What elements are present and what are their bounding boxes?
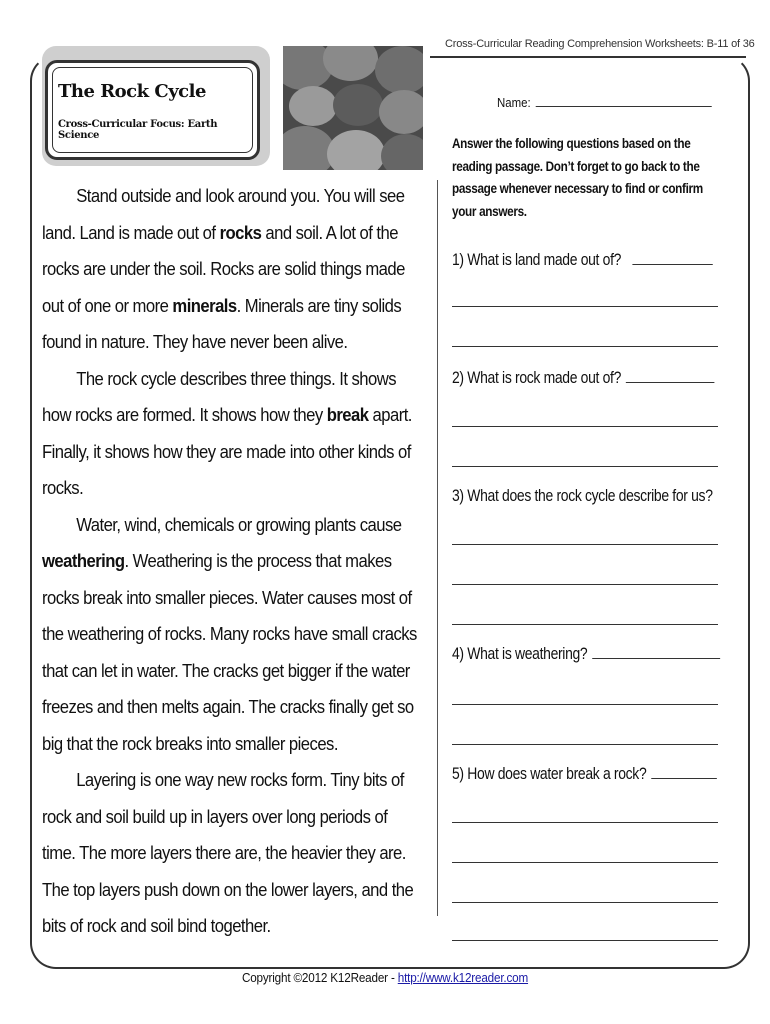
question-4 — [452, 644, 720, 664]
answer-line[interactable] — [452, 704, 718, 705]
title-card — [45, 60, 260, 160]
passage-text: . Weathering is the process that makes rocks break into smaller pieces. Water causes most of the weathering of rocks. Many rocks have small cracks that can let in water. The cracks get bigger if the water freezes and then melts again. The cracks finally get so big that the rock breaks into smaller pieces. — [42, 550, 417, 754]
passage-text: Layering is one way new rocks form. Tiny bits of rock and soil build up in layers over long periods of time. The more layers there are, the heavier they are. The top layers push down on the lower layers, and the bits of rock and soil bind together. — [42, 769, 414, 936]
instructions: Answer the following questions based on the reading passage. Don’t forget to go back to the passage whenever necessary to find or confirm your answers. — [452, 135, 703, 219]
question-2-text: 2) What is rock made out of? — [452, 368, 622, 387]
passage-text: apart. Finally, it shows how they are made into other kinds of rocks. — [42, 404, 412, 498]
answer-line[interactable] — [452, 862, 718, 863]
passage-paragraph — [42, 762, 422, 945]
passage-paragraph — [42, 361, 422, 507]
column-divider — [437, 180, 438, 916]
answer-line[interactable] — [452, 940, 718, 941]
vocabulary-term: weathering — [42, 550, 125, 571]
answer-line[interactable] — [452, 466, 718, 467]
passage-paragraph — [42, 178, 422, 361]
question-5-blank[interactable] — [652, 764, 718, 779]
top-rule — [430, 56, 746, 58]
answer-line[interactable] — [452, 306, 718, 307]
worksheet-title: The Rock Cycle — [58, 81, 206, 102]
answer-line[interactable] — [452, 584, 718, 585]
question-3 — [452, 486, 713, 506]
passage-text: Stand outside and look around you. You will see land. Land is made out of — [42, 185, 405, 243]
vocabulary-term: minerals — [172, 294, 237, 316]
name-label: Name: — [497, 95, 531, 110]
question-3-text: 3) What does the rock cycle describe for us? — [452, 486, 713, 505]
answer-line[interactable] — [452, 822, 718, 823]
question-1-text: 1) What is land made out of? — [452, 250, 622, 269]
copyright-text: Copyright ©2012 K12Reader - — [241, 970, 398, 985]
question-2 — [452, 368, 715, 388]
passage-text: and soil. A lot of the rocks are under the soil. Rocks are solid things made out of one or more — [42, 221, 405, 316]
question-1 — [452, 250, 713, 270]
answer-line[interactable] — [452, 744, 718, 745]
passage-text: Water, wind, chemicals or growing plants cause — [76, 513, 402, 535]
question-2-blank[interactable] — [626, 368, 715, 383]
vocabulary-term: break — [326, 404, 369, 425]
vocabulary-term: rocks — [219, 221, 262, 243]
name-field[interactable] — [497, 95, 712, 110]
answer-line[interactable] — [452, 544, 718, 545]
answer-line[interactable] — [452, 624, 718, 625]
footer — [39, 970, 732, 985]
question-5 — [452, 764, 717, 784]
passage-paragraph — [42, 507, 422, 763]
answer-line[interactable] — [452, 346, 718, 347]
question-1-blank[interactable] — [633, 250, 713, 265]
passage-text: The rock cycle describes three things. It shows how rocks are formed. It shows how they — [42, 367, 396, 425]
website-link[interactable]: http://www.k12reader.com — [397, 970, 529, 985]
answer-line[interactable] — [452, 902, 718, 903]
answer-line[interactable] — [452, 426, 718, 427]
passage-text: . Minerals are tiny solids found in nature. They have never been alive. — [42, 294, 402, 352]
name-blank[interactable] — [536, 96, 712, 107]
reading-passage — [42, 178, 422, 945]
question-4-text: 4) What is weathering? — [452, 644, 588, 663]
question-4-blank[interactable] — [593, 644, 721, 659]
worksheet-reference: Cross-Curricular Reading Comprehension Worksheets: B-11 of 36 — [445, 38, 755, 50]
worksheet-subtitle: Cross-Curricular Focus: Earth Science — [58, 119, 218, 141]
question-5-text: 5) How does water break a rock? — [452, 764, 647, 783]
rocks-photo — [283, 46, 423, 170]
